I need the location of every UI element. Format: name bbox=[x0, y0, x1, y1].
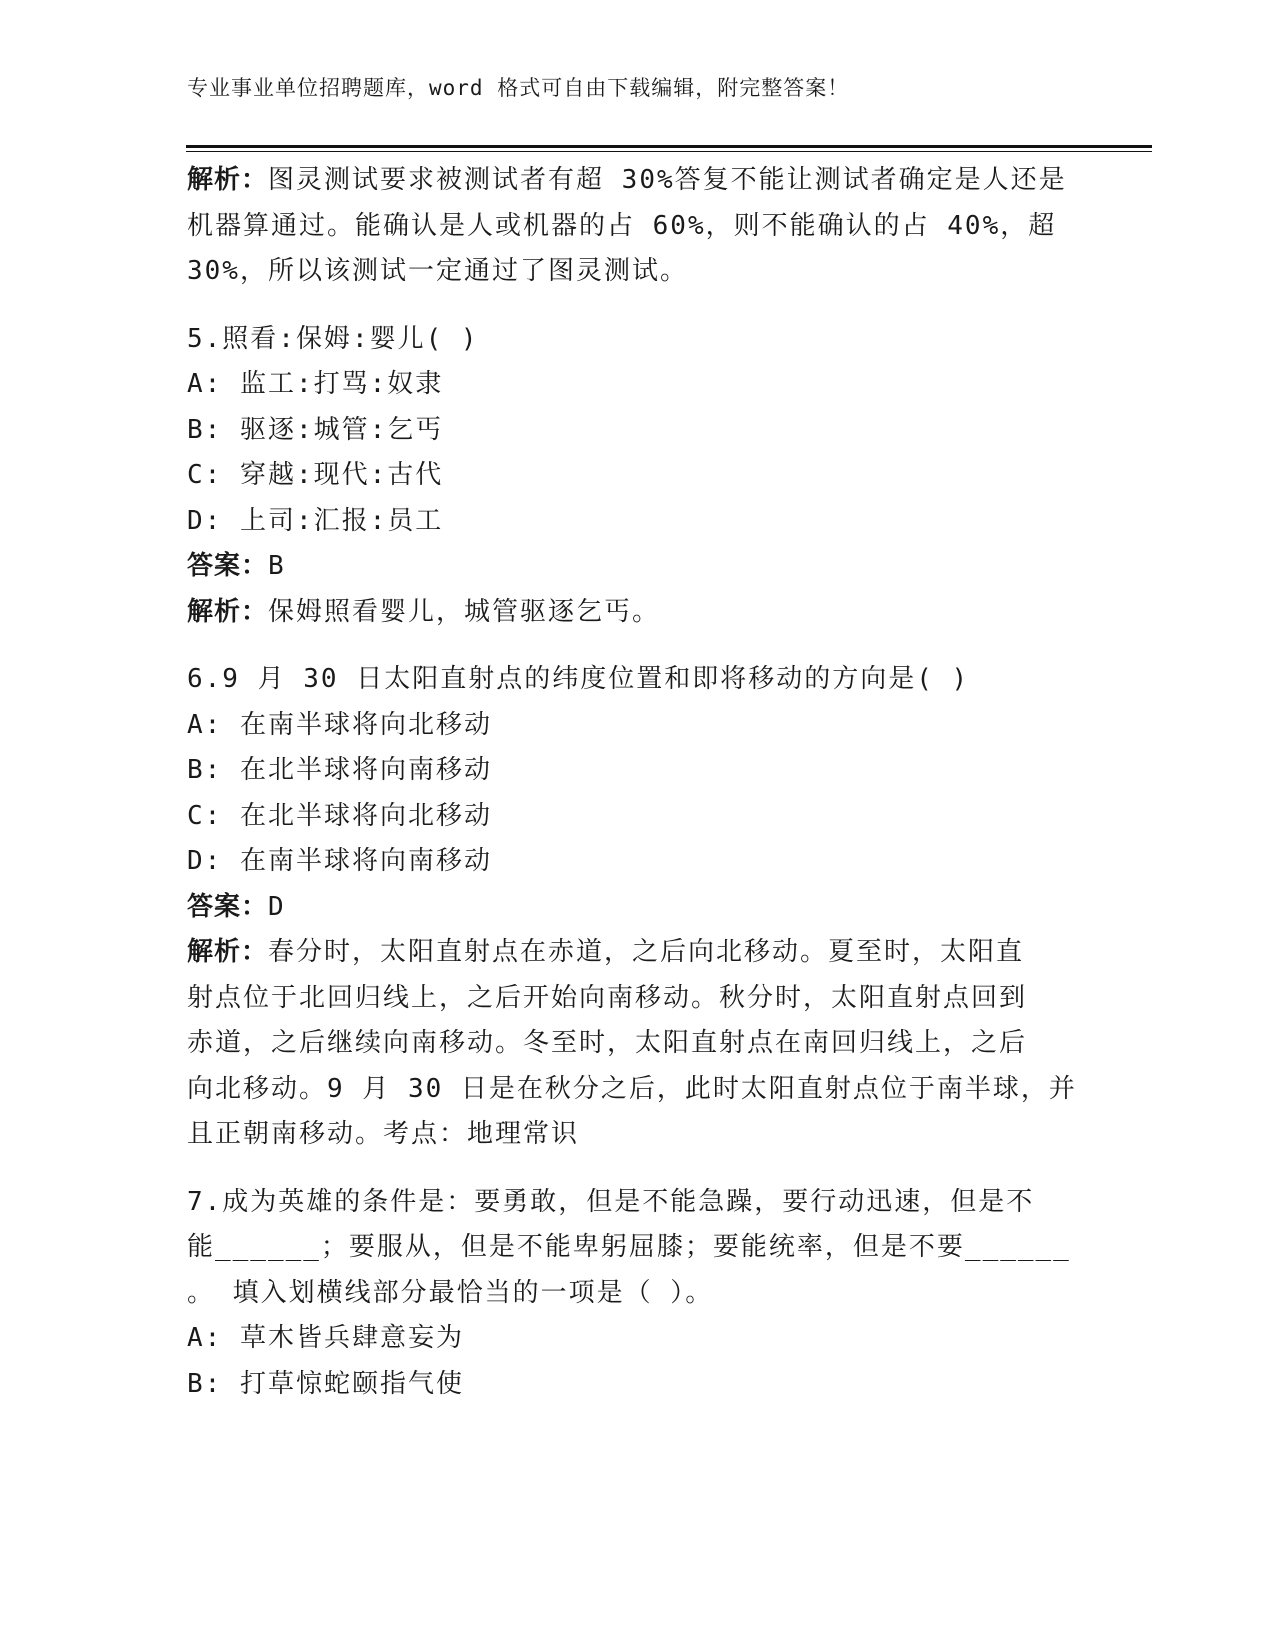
analysis-line: 赤道，之后继续向南移动。冬至时，太阳直射点在南回归线上，之后 bbox=[187, 1028, 1028, 1058]
option-c: C: 在北半球将向北移动 bbox=[187, 800, 492, 831]
analysis-line: 30%，所以该测试一定通过了图灵测试。 bbox=[187, 256, 688, 286]
answer-label: 答案： bbox=[187, 551, 269, 581]
analysis-line: 且正朝南移动。考点：地理常识 bbox=[187, 1119, 580, 1149]
answer-line bbox=[187, 885, 1087, 931]
option-b: B: 驱逐:城管:乞丐 bbox=[187, 414, 444, 445]
document-body bbox=[187, 158, 1087, 1407]
page-header: 专业事业单位招聘题库，word 格式可自由下载编辑，附完整答案！ bbox=[187, 76, 850, 100]
question-7-line: 能______；要服从，但是不能卑躬屈膝；要能统率，但是不要______ bbox=[187, 1232, 1071, 1262]
answer-label: 答案： bbox=[187, 891, 269, 922]
analysis-label: 解析： bbox=[187, 596, 269, 627]
question-7-line: 7.成为英雄的条件是：要勇敢，但是不能急躁，要行动迅速，但是不 bbox=[187, 1186, 1035, 1217]
analysis-label: 解析： bbox=[187, 937, 269, 967]
option-a: A: 草木皆兵肆意妄为 bbox=[187, 1323, 464, 1353]
option-d: D: 上司:汇报:员工 bbox=[187, 505, 444, 536]
answer-value: B bbox=[268, 551, 286, 581]
analysis-line: 解析：春分时，太阳直射点在赤道，之后向北移动。夏至时，太阳直 bbox=[187, 937, 1025, 967]
answer-value: D bbox=[268, 891, 286, 922]
option-d: D: 在南半球将向南移动 bbox=[187, 846, 492, 876]
option-c: C: 穿越:现代:古代 bbox=[187, 460, 444, 490]
question-5: 5.照看:保姆:婴儿( ) bbox=[187, 323, 479, 354]
option-b: B: 在北半球将向南移动 bbox=[187, 755, 492, 785]
analysis-line: 解析：图灵测试要求被测试者有超 30%答复不能让测试者确定是人还是 bbox=[187, 165, 1067, 195]
header-rule-thick bbox=[186, 145, 1152, 148]
option-b: B: 打草惊蛇颐指气使 bbox=[187, 1368, 464, 1399]
header-rule-thin bbox=[186, 151, 1152, 152]
option-a: A: 监工:打骂:奴隶 bbox=[187, 369, 444, 399]
analysis-line: 机器算通过。能确认是人或机器的占 60%，则不能确认的占 40%，超 bbox=[187, 210, 1057, 241]
analysis-line: 解析：保姆照看婴儿，城管驱逐乞丐。 bbox=[187, 596, 661, 627]
analysis-label: 解析： bbox=[187, 165, 269, 195]
analysis-line: 射点位于北回归线上，之后开始向南移动。秋分时，太阳直射点回到 bbox=[187, 982, 1028, 1013]
question-7-line: 。 填入划横线部分最恰当的一项是（ ）。 bbox=[187, 1277, 714, 1308]
question-6: 6.9 月 30 日太阳直射点的纬度位置和即将移动的方向是( ) bbox=[187, 664, 970, 694]
analysis-line: 向北移动。9 月 30 日是在秋分之后，此时太阳直射点位于南半球，并 bbox=[187, 1073, 1077, 1104]
option-a: A: 在南半球将向北移动 bbox=[187, 709, 492, 740]
answer-line bbox=[187, 544, 1087, 590]
